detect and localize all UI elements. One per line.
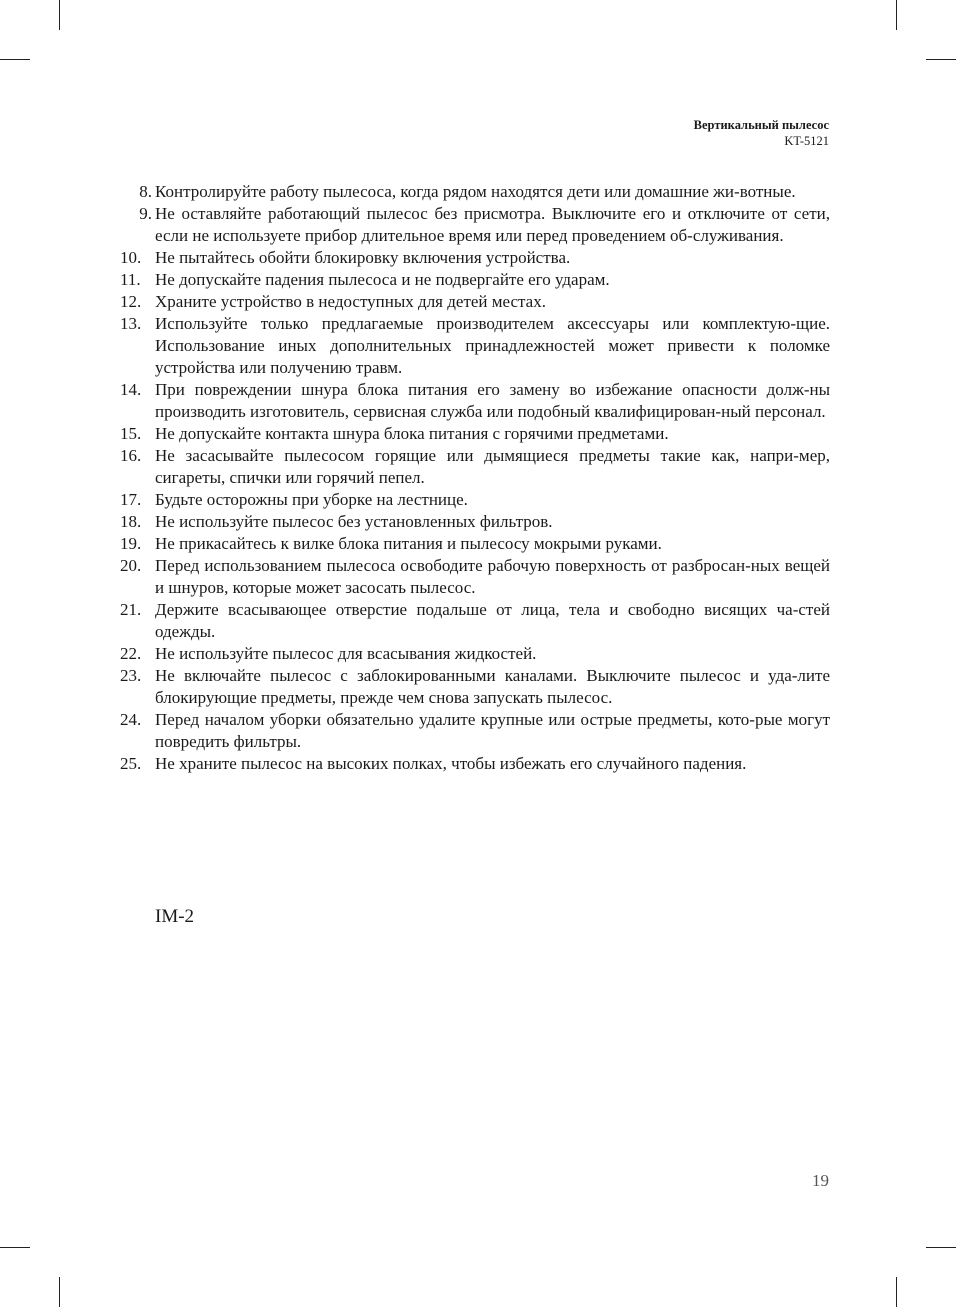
crop-mark-bottom-left-v [59, 1277, 60, 1307]
crop-mark-top-right-v [896, 0, 897, 30]
list-item-number: 15. [120, 424, 142, 443]
list-item-number: 18. [120, 512, 142, 531]
page-number: 19 [812, 1171, 829, 1190]
list-item-number: 13. [120, 314, 142, 333]
list-item [120, 643, 830, 665]
list-item [120, 247, 830, 269]
list-item-number: 16. [120, 446, 142, 465]
list-item [120, 665, 830, 709]
list-item [120, 423, 830, 445]
list-item-number: 22. [120, 644, 142, 663]
list-item-text: Контролируйте работу пылесоса, когда рядом находятся дети или домашние жи-вотные. [155, 182, 796, 201]
list-item [120, 445, 830, 489]
list-item [120, 753, 830, 775]
list-item [120, 709, 830, 753]
list-item [120, 203, 830, 247]
crop-mark-bottom-right-h [926, 1247, 956, 1248]
list-item-number: 23. [120, 666, 142, 685]
list-item-text: При повреждении шнура блока питания его замену во избежание опасности долж-ны производить изготовитель, сервисная служба или подобный квалифицирован-ный персонал. [155, 380, 830, 421]
crop-mark-bottom-right-v [896, 1277, 897, 1307]
crop-mark-top-right-h [926, 59, 956, 60]
list-item-number: 9. [139, 204, 152, 223]
list-item [120, 511, 830, 533]
list-item-number: 20. [120, 556, 142, 575]
list-item-number: 14. [120, 380, 142, 399]
list-item-text: Используйте только предлагаемые производителем аксессуары или комплектую-щие. Использование иных дополнительных принадлежностей может привести к поломке устройства или получению травм. [155, 314, 830, 377]
list-item-number: 10. [120, 248, 142, 267]
list-item [120, 533, 830, 555]
product-title: Вертикальный пылесос [693, 118, 829, 132]
list-item-number: 19. [120, 534, 142, 553]
list-item-number: 24. [120, 710, 142, 729]
list-item-text: Не храните пылесос на высоких полках, чтобы избежать его случайного падения. [155, 754, 747, 773]
crop-mark-bottom-left-h [0, 1247, 30, 1248]
list-item-text: Не допускайте контакта шнура блока питания с горячими предметами. [155, 424, 669, 443]
crop-mark-top-left-h [0, 59, 30, 60]
list-item [120, 599, 830, 643]
list-item [120, 291, 830, 313]
list-item-number: 8. [139, 182, 152, 201]
list-item-number: 17. [120, 490, 142, 509]
list-item-text: Перед использованием пылесоса освободите рабочую поверхность от разбросан-ных вещей и шнуров, которые может засосать пылесос. [155, 556, 830, 597]
list-item-text: Не пытайтесь обойти блокировку включения устройства. [155, 248, 571, 267]
list-item-text: Держите всасывающее отверстие подальше от лица, тела и свободно висящих ча-стей одежды. [155, 600, 830, 641]
list-item-text: Не прикасайтесь к вилке блока питания и пылесосу мокрыми руками. [155, 534, 662, 553]
page-header [694, 117, 829, 149]
list-item-text: Будьте осторожны при уборке на лестнице. [155, 490, 468, 509]
list-item-number: 11. [120, 270, 141, 289]
product-model: KT-5121 [784, 134, 829, 148]
list-item [120, 181, 830, 203]
list-item-text: Не используйте пылесос для всасывания жидкостей. [155, 644, 537, 663]
list-item-text: Не оставляйте работающий пылесос без присмотра. Выключите его и отключите от сети, если не используете прибор длительное время или перед проведением об-служивания. [155, 204, 830, 245]
list-item-text: Не допускайте падения пылесоса и не подвергайте его ударам. [155, 270, 610, 289]
list-item [120, 379, 830, 423]
list-item [120, 313, 830, 379]
list-item [120, 489, 830, 511]
safety-instructions-list [120, 181, 830, 775]
list-item [120, 555, 830, 599]
list-item-number: 12. [120, 292, 142, 311]
list-item [120, 269, 830, 291]
crop-mark-top-left-v [59, 0, 60, 30]
list-item-number: 21. [120, 600, 142, 619]
list-item-number: 25. [120, 754, 142, 773]
list-item-text: Не используйте пылесос без установленных фильтров. [155, 512, 553, 531]
model-code: IM-2 [155, 906, 195, 927]
list-item-text: Перед началом уборки обязательно удалите крупные или острые предметы, кото-рые могут повредить фильтры. [155, 710, 830, 751]
list-item-text: Не включайте пылесос с заблокированными каналами. Выключите пылесос и уда-лите блокирующие предметы, прежде чем снова запускать пылесос. [155, 666, 830, 707]
list-item-text: Не засасывайте пылесосом горящие или дымящиеся предметы такие как, напри-мер, сигареты, спички или горячий пепел. [155, 446, 830, 487]
list-item-text: Храните устройство в недоступных для детей местах. [155, 292, 546, 311]
